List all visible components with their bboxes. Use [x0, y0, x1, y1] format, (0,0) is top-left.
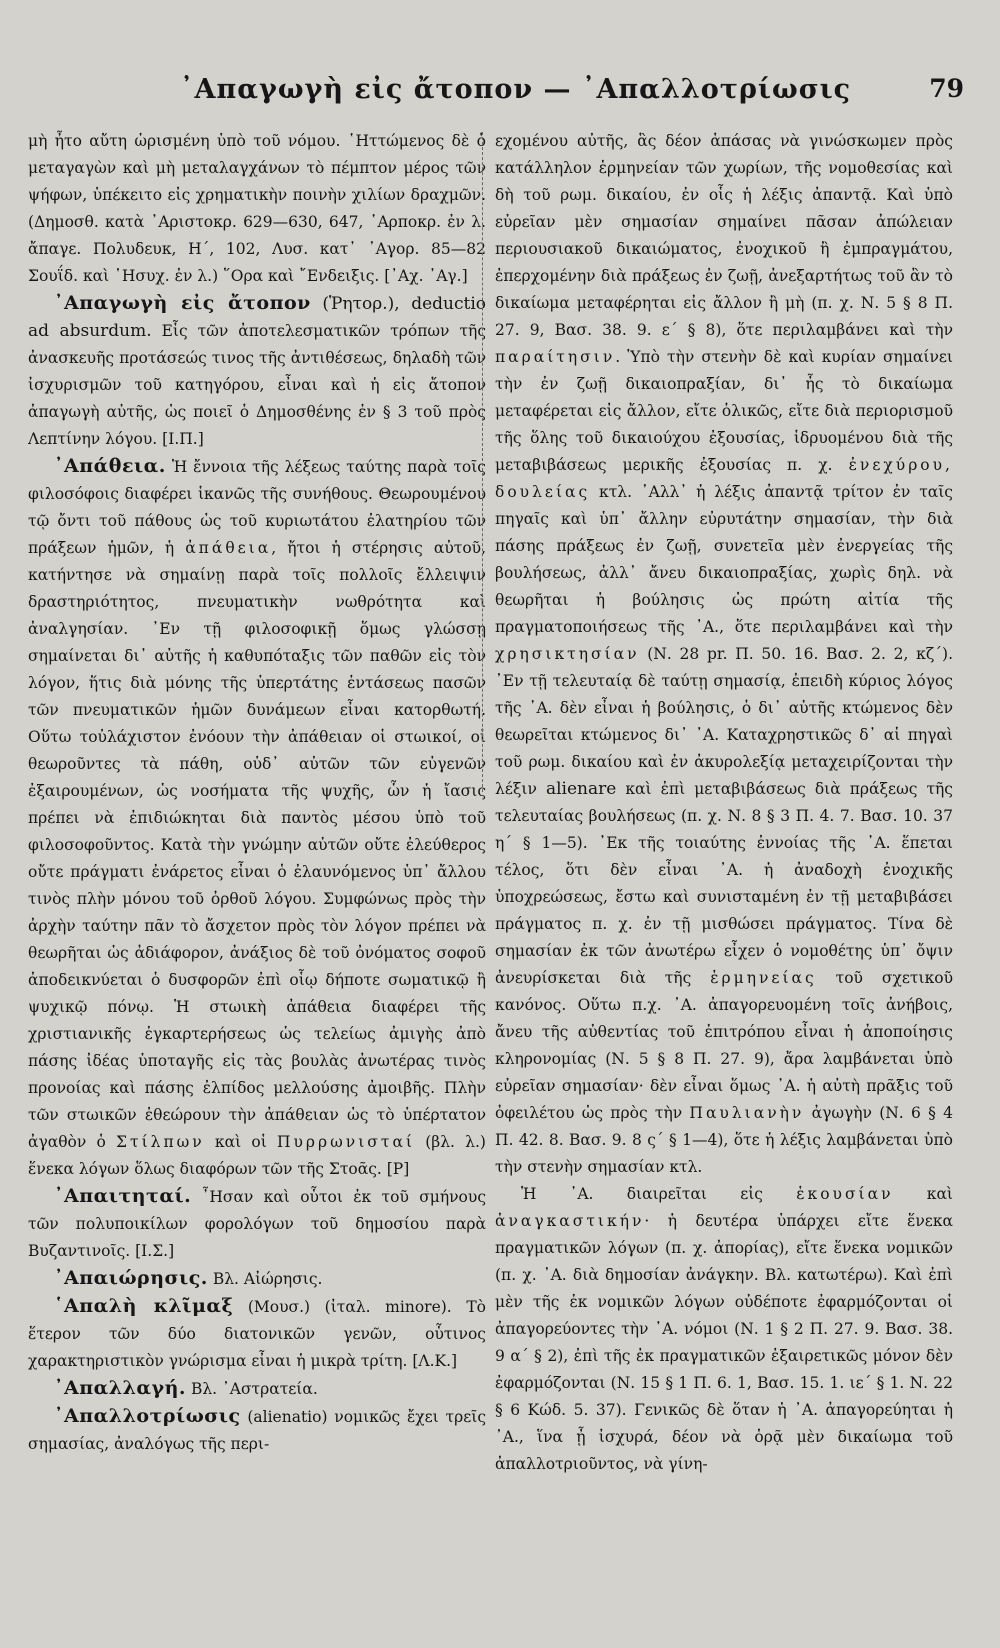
page-header [30, 70, 970, 114]
entry-text: Ἡ ἔννοια τῆς λέξεως ταύτης παρὰ τοῖς φιλοσόφοις διαφέρει ἱκανῶς τῆς συνήθους. Θεωρουμένου τῷ ὄντι τοῦ πάθους ὡς τοῦ κυριωτάτου ἐλατηρίου τῶν πράξεων ἡμῶν, ἡ [28, 458, 486, 557]
entry-apaitetai [28, 1183, 486, 1265]
entry-text: κτλ. ᾿Αλλ᾿ ἡ λέξις ἀπαντᾷ τρίτον ἐν ταῖς πηγαῖς καὶ ὑπ᾿ ἄλλην εὐρυτάτην σημασίαν, τὴν διὰ πάσης πράξεως ἐν ζωῇ, συνετεῖα μὲν ἐνεργείας τῆς βουλήσεως, ἀλλ᾿ ἄνευ δικαιοπραξίας, χωρὶς δηλ. νὰ θεωρῆται ἡ βούλησις ὡς πρώτη αἰτία τῆς πραγματοποιήσεως τῆς ᾿Α., ὅτε περιλαμβάνει καὶ τὴν [495, 483, 953, 636]
entry-continuation [495, 128, 953, 1181]
entry-headword: ᾿Απαγωγὴ εἰς ἄτοπον [54, 292, 311, 314]
entry-text: ἀγωγὴν (Ν. 6 § 4 Π. 42. 8. Βασ. 9. 8 ς΄ § 1—4), ὅτε ἡ λέξις λαμβάνεται ὑπὸ τὴν στενὴν σημασίαν κτλ. [495, 1104, 953, 1176]
entry-text: Βλ. ᾿Αστρατεία. [186, 1380, 318, 1398]
entry-apallotriosis [28, 1403, 486, 1458]
running-head: ᾿Απαγωγὴ εἰς ἄτοπον — ᾿Απαλλοτρίωσις [180, 74, 852, 105]
entry-headword: ᾿Απαλλαγή. [54, 1377, 187, 1399]
entry-headword: ᾿Απαλλοτρίωσις [54, 1405, 241, 1427]
right-column [495, 128, 953, 1478]
spaced-term: Παυλιανὴν [689, 1104, 805, 1122]
spaced-term: ἀπάθεια [185, 539, 272, 557]
entry-text: . Ὑπὸ τὴν στενὴν δὲ καὶ κυρίαν σημαίνει τὴν ἐν ζωῇ δικαιοπραξίαν, δι᾿ ἧς τὸ δικαίωμα μεταφέρεται εἰς ἄλλον, εἴτε ὁλικῶς, εἴτε διὰ περιορισμοῦ τῆς ὅλης τοῦ δικαιούχου ἐξουσίας, ἱδρυομένου διὰ τῆς μεταβιβάσεως μερικῆς ἐξουσίας π. χ. [495, 348, 953, 474]
entry-text: · ἡ δευτέρα ὑπάρχει εἴτε ἕνεκα πραγματικῶν λόγων (π. χ. ἀπορίας), εἴτε ἕνεκα νομικῶν (π. χ. ᾿Α. διὰ δημοσίαν ἀνάγκην. Βλ. κατωτέρω). Καὶ ἐπὶ μὲν τῆς ἐκ νομικῶν λόγων οὐδέποτε ἐφαρμόζονται οἱ ἀπαγορεύοντες τὴν ᾿Α. νόμοι (Ν. 1 § 2 Π. 27. 9. Βασ. 38. 9 α΄ § 2), ἐπὶ τῆς ἐκ πραγματικῶν ἐξαιρετικῶς μόνον δὲν ἐφαρμόζονται (Ν. 15 § 1 Π. 6. 1, Βασ. 15. 1. ιε΄ § 1. Ν. 22 § 6 Κώδ. 5. 37). Γενικῶς δὲ ὅταν ἡ ᾿Α. ἀπαγορεύηται ἡ ᾿Α., ἵνα ᾖ ἰσχυρά, δέον νὰ ὁρᾷ μὲν δικαίωμα τοῦ ἀπαλλοτριοῦντος, νὰ γίνη- [495, 1212, 953, 1473]
entry-headword: ᾿Απάθεια. [54, 455, 166, 477]
entry-headword: ᾿Απαιτηταί. [54, 1185, 192, 1207]
entry-text: (Ν. 28 pr. Π. 50. 16. Βασ. 2. 2, κζ΄). ᾿Εν τῇ τελευταίᾳ δὲ ταύτῃ σημασίᾳ, ἐπειδὴ κύριος λόγος τῆς ᾿Α. δὲν εἶναι ἡ βούλησις, ὁ δι᾿ αὐτῆς κτώμενος δὲν θεωρεῖται κτώμενος δι᾿ ᾿Α. Καταχρηστικῶς δ᾿ αἱ πηγαὶ τοῦ ρωμ. δικαίου καὶ ἐν ἀκυρολεξίᾳ μεταχειρίζονται τὴν λέξιν [495, 645, 953, 798]
entry-text: (Μουσ.) (ἰταλ. minore). Τὸ ἕτερον τῶν δύο διατονικῶν γενῶν, οὗτινος χαρακτηριστικὸν γνώρισμα εἶναι ἡ μικρὰ τρίτη. [Λ.Κ.] [28, 1298, 486, 1370]
spaced-term: Πυρρωνισταί [276, 1133, 415, 1151]
entry-apagogi [28, 290, 486, 453]
page-number: 79 [929, 74, 964, 103]
entry-text: ῏Ησαν καὶ οὗτοι ἐκ τοῦ σμήνους τῶν πολυποικίλων φορολόγων τοῦ δημοσίου παρὰ Βυζαντινοῖς. [Ι.Σ.] [28, 1188, 486, 1260]
entry-text: (alienatio) νομικῶς ἔχει τρεῖς σημασίας, ἀναλόγως τῆς περι- [28, 1408, 486, 1453]
entry-paragraph [495, 1181, 953, 1478]
entry-text: εχομένου αὐτῆς, ἃς δέον ἁπάσας νὰ γινώσκωμεν πρὸς κατάλληλον ἑρμηνείαν τῶν χωρίων, τῆς νομοθεσίας καὶ δὴ τοῦ ρωμ. δικαίου, ἐν οἷς ἡ λέξις ἀπαντᾷ. Καὶ ὑπὸ εὐρεῖαν μὲν σημασίαν σημαίνει πᾶσαν ἀπώλειαν περιουσιακοῦ δικαιώματος, ἐνοχικοῦ ἢ ἐμπραγμάτου, ἐπερχομένην διὰ πράξεως ἐν ζωῇ, ἀνεξαρτήτως τοῦ ἂν τὸ δικαίωμα μεταφέρηται εἰς ἄλλον ἢ μὴ (π. χ. Ν. 5 § 8 Π. 27. 9, Βασ. 38. 9. ε΄ § 8), ὅτε περιλαμβάνει καὶ τὴν [495, 132, 953, 339]
entry-text: Βλ. Αἰώρησις. [207, 1270, 323, 1288]
spaced-term: παραίτησιν [495, 348, 616, 366]
entry-apali-klimax [28, 1293, 486, 1375]
entry-headword: ῾Απαλὴ κλῖμαξ [54, 1295, 234, 1317]
left-column [28, 128, 486, 1458]
spaced-term: ἐνεχύρου, δουλείας [495, 456, 953, 501]
spaced-term: ἑκουσίαν [796, 1185, 894, 1203]
entry-text: , ἤτοι ἡ στέρησις αὐτοῦ, κατήντησε νὰ σημαίνῃ παρὰ τοῖς πολλοῖς ἔλλειψιν δραστηριότητος, πνευματικὴν νωθρότητα καὶ ἀναλγησίαν. ᾿Εν τῇ φιλοσοφικῇ ὅμως γλώσσῃ σημαίνεται δι᾿ αὐτῆς ἡ καθυπόταξις τῶν παθῶν εἰς τὸν λόγον, ἥτις διὰ μόνης τῆς ὑπερτάτης ἐντάσεως πασῶν τῶν πνευματικῶν ἡμῶν δυνάμεων εἶναι κατορθωτή. Οὕτω τοὐλάχιστον ἐνόουν τὴν ἀπάθειαν οἱ στωικοί, οἱ θεωροῦντες τὰ πάθη, οὐδ᾿ αὐτῶν τῶν εὐγενῶν ἐξαιρουμένων, ὡς νοσήματα τῆς ψυχῆς, ὧν ἡ ἴασις πρέπει νὰ ἐπιδιώκηται διὰ παντὸς μέσου ὑπὸ τοῦ φιλοσοφοῦντος. Κατὰ τὴν γνώμην αὐτῶν οὔτε ἐλεύθερος οὔτε πράγματι ἐνάρετος εἶναι ὁ ἐλαυνόμενος ὑπ᾿ ἄλλου τινὸς πλὴν μόνου τοῦ ὀρθοῦ λόγου. Συμφώνως πρὸς τὴν ἀρχὴν ταύτην πᾶν τὸ ἄσχετον πρὸς τὸν λόγον πρέπει νὰ θεωρῆται ὡς ἀδιάφορον, ἀνάξιος δὲ τοῦ ὀνόματος σοφοῦ ἀποδεικνύεται ὁ δυσφορῶν ἐπὶ οἷῳ δήποτε σωματικῷ ἢ ψυχικῷ πόνῳ. Ἡ στωικὴ ἀπάθεια διαφέρει τῆς χριστιανικῆς ἐγκαρτερήσεως ὡς τελείως ἀμιγὴς ἀπὸ πάσης ἰδέας ὑποταγῆς εἰς τὰς βουλὰς ἀνωτέρας τινὸς προνοίας καὶ πάσης ἐλπίδος μελλούσης ἀμοιβῆς. Πλὴν τῶν στωικῶν ἐθεώρουν τὴν ἀπάθειαν ὡς τὸ ὑπέρτατον ἀγαθὸν ὁ [28, 539, 487, 1151]
spaced-term: ἑρμηνείας [710, 969, 817, 987]
entry-text: Ἡ ᾿Α. διαιρεῖται εἰς [521, 1185, 797, 1203]
latin-term: alienare [545, 779, 617, 799]
spaced-term: Στίλπων [116, 1133, 205, 1151]
entry-apaiorisis [28, 1265, 486, 1293]
continuation-paragraph: μὴ ἦτο αὔτη ὡρισμένη ὑπὸ τοῦ νόμου. ῾Ηττώμενος δὲ ὁ μεταγαγὼν καὶ μὴ μεταλαγχάνων τὸ πέμπτον μέρος τῶν ψήφων, ὑπέκειτο εἰς χρηματικὴν ποινὴν χιλίων δραχμῶν. (Δημοσθ. κατὰ ᾿Αριστοκρ. 629—630, 647, ῾Αρποκρ. ἐν λ. ἄπαγε. Πολυδευκ, Η΄, 102, Λυσ. κατ᾿ ᾿Αγορ. 85—82 Σουΐδ. καὶ ῾Ησυχ. ἐν λ.) ῞Ορα καὶ ῎Ενδειξις. [᾿Αχ. ᾿Αγ.] [28, 132, 486, 285]
entry-text: Εἷς τῶν ἀποτελεσματικῶν τρόπων τῆς ἀνασκευῆς προτάσεώς τινος τῆς ἀντιθέσεως, δηλαδὴ τῶν ἰσχυρισμῶν τοῦ κατηγόρου, εἶναι καὶ ἡ εἰς ἄτοπον ἀπαγωγὴ αὐτῆς, ὡς ποιεῖ ὁ Δημοσθένης ἐν § 3 τοῦ πρὸς Λεπτίνην λόγου. [Ι.Π.] [28, 322, 486, 448]
column-divider [482, 132, 484, 792]
spaced-term: ἀναγκαστικήν [495, 1212, 645, 1230]
entry-text: τοῦ σχετικοῦ κανόνος. Οὕτω π.χ. ᾿Α. ἀπαγορευομένη τοῖς ἀνήβοις, ἄνευ τῆς αὐθεντίας τοῦ ἐπιτρόπου εἶναι ἡ ἀποποίησις κληρονομίας (Ν. 5 § 8 Π. 27. 9), ἄρα λαμβάνεται ὑπὸ εὐρεῖαν σημασίαν· δὲν εἶναι ὅμως ᾿Α. ἡ αὐτὴ πρᾶξις τοῦ ὀφειλέτου ὡς πρὸς τὴν [495, 969, 954, 1122]
entry-text: καὶ [893, 1185, 953, 1203]
entry-text: καὶ οἱ [204, 1133, 277, 1151]
entry-text: (βλ. λ.) ἕνεκα λόγων ὅλως διαφόρων τῶν τῆς Στοᾶς. [Ρ] [28, 1133, 486, 1178]
entry-apatheia [28, 453, 486, 1183]
entry-latin: (Ῥητορ.), deductio ad absurdum. [28, 294, 486, 341]
spaced-term: χρησικτησίαν [495, 645, 640, 663]
entry-apallagi [28, 1375, 486, 1403]
entry-text: καὶ ἐπὶ μεταβιβάσεως διὰ πράξεως τῆς τελευταίας βουλήσεως (π. χ. Ν. 8 § 3 Π. 4. 7. Βασ. 10. 37 η΄ § 1—5). ᾿Εκ τῆς τοιαύτης ἐννοίας τῆς ᾿Α. ἕπεται τέλος, ὅτι δὲν εἶναι ᾿Α. ἡ ἀναδοχὴ ἐνοχικῆς ὑποχρεώσεως, ἔστω καὶ συνισταμένη ἐν τῇ μεταβιβάσει πράγματος π. χ. ἐν τῇ μισθώσει πράγματος. Τίνα δὲ σημασίαν ἐκ τῶν ἀνωτέρω εἶχεν ὁ νομοθέτης ὑπ᾿ ὄψιν ἀνευρίσκεται διὰ τῆς [495, 780, 953, 987]
entry-headword: ᾿Απαιώρησις. [54, 1267, 208, 1289]
